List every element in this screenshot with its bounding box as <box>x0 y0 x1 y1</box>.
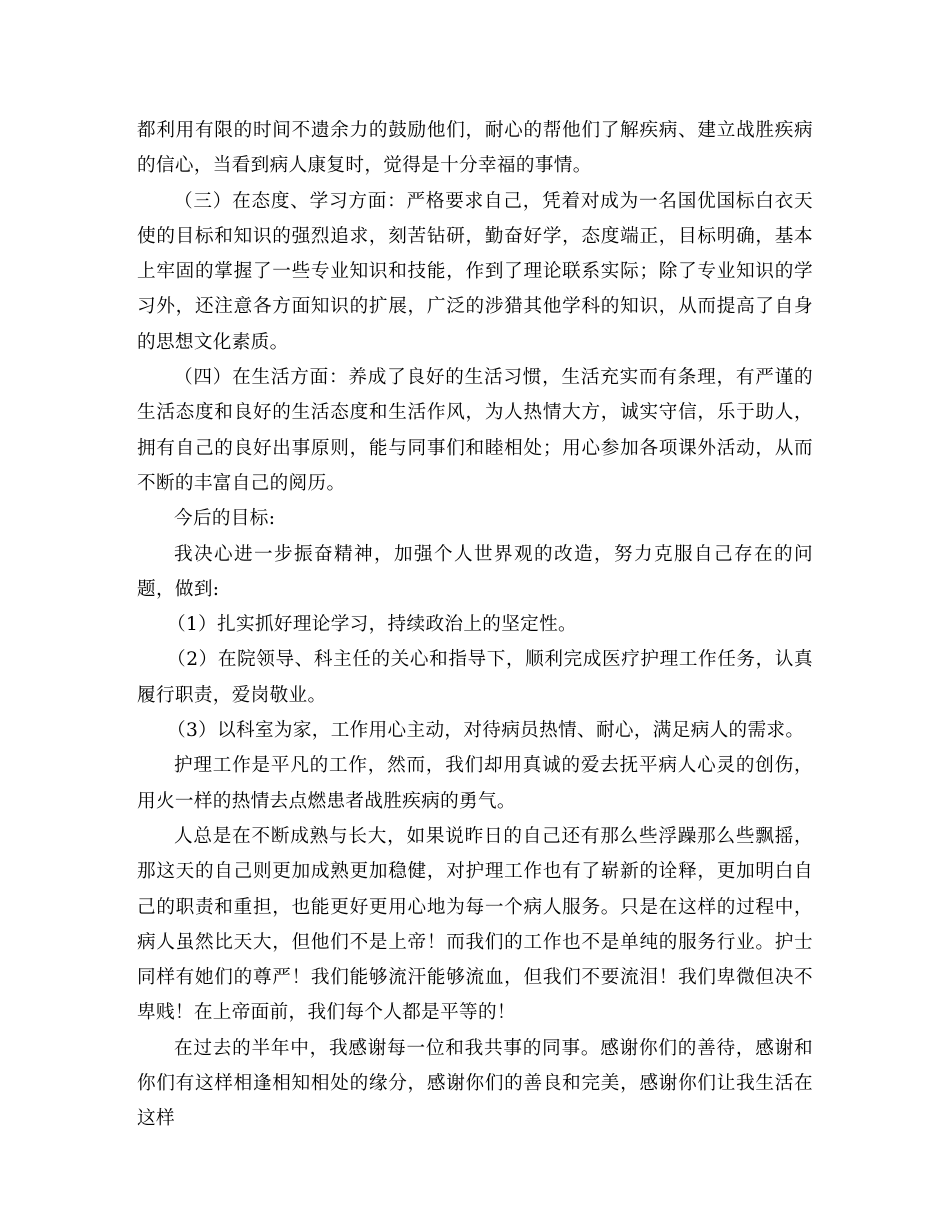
goal-item-3: （3）以科室为家，工作用心主动，对待病员热情、耐心，满足病人的需求。 <box>167 720 805 742</box>
paragraph-study-attitude: （三）在态度、学习方面：严格要求自己，凭着对成为一名国优国标白衣天使的目标和知识的强烈追求，刻苦钻研，勤奋好学，态度端正，目标明确，基本上牢固的掌握了一些专业知识和技能，作到了理论联系实际；除了专业知识的学习外，还注意各方面知识的扩展，广泛的涉猎其他学科的知识，从而提高了自身的思想文化素质。 <box>137 190 813 353</box>
paragraph-life-aspect: （四）在生活方面：养成了良好的生活习惯，生活充实而有条理，有严谨的生活态度和良好的生活态度和生活作风，为人热情大方，诚实守信，乐于助人，拥有自己的良好出事原则，能与同事们和睦相处；用心参加各项课外活动，从而不断的丰富自己的阅历。 <box>137 367 813 494</box>
heading-future-goals: 今后的目标: <box>174 508 276 530</box>
goal-item-1: （1）扎实抓好理论学习，持续政治上的坚定性。 <box>167 614 577 636</box>
paragraph-growth: 人总是在不断成熟与长大，如果说昨日的自己还有那么些浮躁那么些飘摇，那这天的自己则更加成熟更加稳健，对护理工作也有了崭新的诠释，更加明白自己的职责和重担，也能更好更用心地为每一个病人服务。只是在这样的过程中，病人虽然比天大，但他们不是上帝！而我们的工作也不是单纯的服务行业。护士同样有她们的尊严！我们能够流汗能够流血，但我们不要流泪！我们卑微但决不卑贱！在上帝面前，我们每个人都是平等的！ <box>137 825 813 1024</box>
paragraph-nursing-work: 护理工作是平凡的工作，然而，我们却用真诚的爱去抚平病人心灵的创伤，用火一样的热情去点燃患者战胜疾病的勇气。 <box>137 755 813 812</box>
paragraph-resolution: 我决心进一步振奋精神，加强个人世界观的改造，努力克服自己存在的问题，做到: <box>137 543 813 600</box>
paragraph-continuation: 都利用有限的时间不遗余力的鼓励他们，耐心的帮他们了解疾病、建立战胜疾病的信心，当看到病人康复时，觉得是十分幸福的事情。 <box>137 120 813 177</box>
document-page <box>137 113 813 1137</box>
goal-item-2: （2）在院领导、科主任的关心和指导下，顺利完成医疗护理工作任务，认真履行职责，爱岗敬业。 <box>137 649 813 706</box>
paragraph-gratitude: 在过去的半年中，我感谢每一位和我共事的同事。感谢你们的善待，感谢和你们有这样相逢相知相处的缘分，感谢你们的善良和完美，感谢你们让我生活在这样 <box>137 1037 813 1130</box>
